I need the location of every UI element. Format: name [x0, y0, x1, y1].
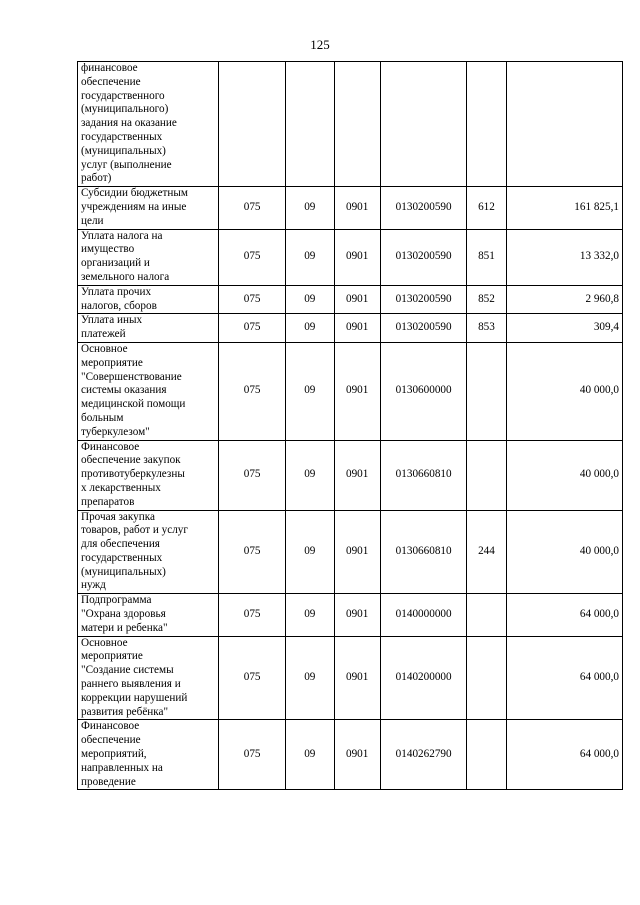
item-name-line: задания на оказание [81, 117, 177, 130]
expense-type-cell: 852 [467, 285, 506, 314]
amount-cell: 40 000,0 [506, 440, 622, 510]
item-name-line: медицинской помощи [81, 398, 186, 411]
section-code-cell: 09 [286, 594, 334, 636]
subsection-code-cell: 0901 [334, 510, 380, 594]
target-code-cell: 0130600000 [380, 342, 467, 440]
item-name-line: мероприятие [81, 356, 143, 369]
admin-code-cell: 075 [219, 510, 286, 594]
section-code-cell: 09 [286, 342, 334, 440]
item-name-cell [78, 187, 219, 229]
section-code-cell: 09 [286, 720, 334, 790]
table-row [78, 187, 623, 229]
item-name-line: "Совершенствование [81, 370, 182, 383]
amount-cell: 64 000,0 [506, 594, 622, 636]
subsection-code-cell [334, 62, 380, 187]
expense-type-cell [467, 594, 506, 636]
subsection-code-cell: 0901 [334, 342, 380, 440]
item-name-line: мероприятий, [81, 748, 147, 761]
section-code-cell: 09 [286, 285, 334, 314]
item-name-line: государственных [81, 130, 163, 143]
item-name-cell [78, 314, 219, 343]
section-code-cell: 09 [286, 636, 334, 720]
table-row [78, 440, 623, 510]
expense-type-cell [467, 62, 506, 187]
admin-code-cell: 075 [219, 594, 286, 636]
amount-cell: 309,4 [506, 314, 622, 343]
item-name-line: организаций и [81, 257, 150, 270]
admin-code-cell: 075 [219, 342, 286, 440]
item-name-line: проведение [81, 775, 136, 788]
item-name-line: Основное [81, 636, 128, 649]
item-name-line: (муниципального) [81, 103, 169, 116]
target-code-cell: 0140000000 [380, 594, 467, 636]
target-code-cell: 0130200590 [380, 285, 467, 314]
subsection-code-cell: 0901 [334, 187, 380, 229]
table-row [78, 720, 623, 790]
amount-cell: 64 000,0 [506, 720, 622, 790]
expense-type-cell [467, 342, 506, 440]
target-code-cell: 0130200590 [380, 187, 467, 229]
target-code-cell: 0130660810 [380, 440, 467, 510]
subsection-code-cell: 0901 [334, 720, 380, 790]
section-code-cell: 09 [286, 229, 334, 285]
amount-cell: 40 000,0 [506, 510, 622, 594]
item-name-line: нужд [81, 579, 106, 592]
table-row [78, 285, 623, 314]
item-name-line: мероприятие [81, 650, 143, 663]
section-code-cell [286, 62, 334, 187]
expense-type-cell: 612 [467, 187, 506, 229]
item-name-line: обеспечение [81, 734, 141, 747]
item-name-line: (муниципальных) [81, 144, 166, 157]
item-name-line: Подпрограмма [81, 594, 152, 607]
item-name-line: Субсидии бюджетным [81, 187, 188, 200]
item-name-line: государственных [81, 551, 163, 564]
item-name-line: "Охрана здоровья [81, 608, 166, 621]
item-name-line: Прочая закупка [81, 510, 155, 523]
target-code-cell: 0130200590 [380, 229, 467, 285]
item-name-line: государственного [81, 89, 165, 102]
item-name-line: развития ребёнка" [81, 705, 169, 718]
admin-code-cell: 075 [219, 440, 286, 510]
admin-code-cell: 075 [219, 314, 286, 343]
item-name-line: препаратов [81, 495, 135, 508]
admin-code-cell: 075 [219, 229, 286, 285]
section-code-cell: 09 [286, 440, 334, 510]
item-name-cell [78, 440, 219, 510]
expense-type-cell: 853 [467, 314, 506, 343]
page-number: 125 [310, 37, 330, 52]
amount-cell: 64 000,0 [506, 636, 622, 720]
item-name-line: матери и ребенка" [81, 621, 168, 634]
item-name-line: Уплата налога на [81, 229, 163, 242]
subsection-code-cell: 0901 [334, 285, 380, 314]
admin-code-cell: 075 [219, 187, 286, 229]
item-name-line: обеспечение [81, 75, 141, 88]
item-name-line: товаров, работ и услуг [81, 524, 188, 537]
subsection-code-cell: 0901 [334, 314, 380, 343]
item-name-cell [78, 62, 219, 187]
item-name-cell [78, 510, 219, 594]
item-name-line: земельного налога [81, 270, 170, 283]
amount-cell [506, 62, 622, 187]
target-code-cell: 0130660810 [380, 510, 467, 594]
table-row [78, 229, 623, 285]
amount-cell: 2 960,8 [506, 285, 622, 314]
expense-type-cell [467, 636, 506, 720]
table-row [78, 342, 623, 440]
expense-type-cell: 851 [467, 229, 506, 285]
admin-code-cell: 075 [219, 720, 286, 790]
item-name-line: х лекарственных [81, 481, 161, 494]
item-name-line: противотуберкулезны [81, 468, 185, 481]
item-name-line: финансовое [81, 62, 138, 74]
expense-type-cell: 244 [467, 510, 506, 594]
admin-code-cell [219, 62, 286, 187]
table-row [78, 314, 623, 343]
subsection-code-cell: 0901 [334, 440, 380, 510]
item-name-cell [78, 594, 219, 636]
section-code-cell: 09 [286, 187, 334, 229]
item-name-line: Финансовое [81, 440, 140, 453]
section-code-cell: 09 [286, 314, 334, 343]
item-name-line: для обеспечения [81, 538, 160, 551]
item-name-line: налогов, сборов [81, 299, 157, 312]
item-name-line: имущество [81, 243, 135, 256]
target-code-cell [380, 62, 467, 187]
subsection-code-cell: 0901 [334, 594, 380, 636]
section-code-cell: 09 [286, 510, 334, 594]
item-name-line: "Создание системы [81, 664, 174, 677]
subsection-code-cell: 0901 [334, 636, 380, 720]
table-row [78, 510, 623, 594]
item-name-cell [78, 285, 219, 314]
amount-cell: 13 332,0 [506, 229, 622, 285]
item-name-line: Уплата прочих [81, 285, 152, 298]
expense-type-cell [467, 720, 506, 790]
amount-cell: 161 825,1 [506, 187, 622, 229]
item-name-line: Финансовое [81, 720, 140, 733]
item-name-line: направленных на [81, 761, 163, 774]
item-name-cell [78, 636, 219, 720]
expense-type-cell [467, 440, 506, 510]
item-name-line: обеспечение закупок [81, 454, 181, 467]
item-name-line: платежей [81, 328, 126, 341]
target-code-cell: 0140200000 [380, 636, 467, 720]
budget-table [77, 61, 623, 790]
item-name-line: туберкулезом" [81, 425, 150, 438]
item-name-line: Основное [81, 342, 128, 355]
amount-cell: 40 000,0 [506, 342, 622, 440]
item-name-line: Уплата иных [81, 314, 143, 327]
item-name-line: работ) [81, 172, 112, 185]
target-code-cell: 0140262790 [380, 720, 467, 790]
table-row [78, 636, 623, 720]
item-name-line: системы оказания [81, 384, 167, 397]
admin-code-cell: 075 [219, 636, 286, 720]
item-name-line: учреждениям на иные [81, 200, 187, 213]
table-row [78, 594, 623, 636]
target-code-cell: 0130200590 [380, 314, 467, 343]
item-name-line: раннего выявления и [81, 678, 181, 691]
item-name-line: цели [81, 214, 104, 227]
item-name-line: услуг (выполнение [81, 158, 172, 171]
item-name-cell [78, 720, 219, 790]
admin-code-cell: 075 [219, 285, 286, 314]
subsection-code-cell: 0901 [334, 229, 380, 285]
table-row [78, 62, 623, 187]
item-name-line: коррекции нарушений [81, 691, 188, 704]
item-name-cell [78, 342, 219, 440]
item-name-line: (муниципальных) [81, 565, 166, 578]
item-name-cell [78, 229, 219, 285]
item-name-line: больным [81, 411, 124, 424]
